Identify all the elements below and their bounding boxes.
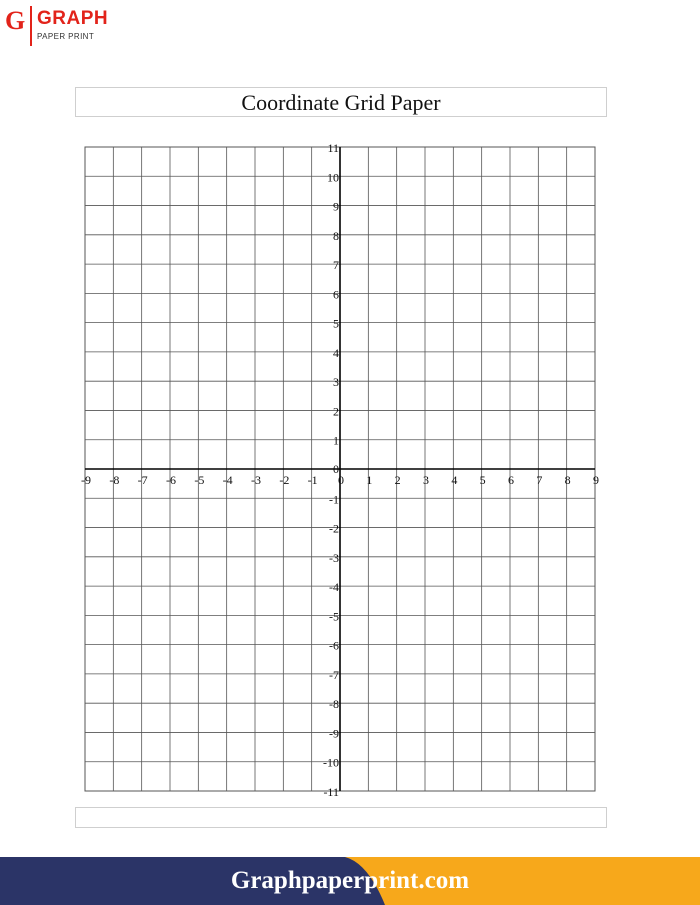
logo-word: GRAPH bbox=[37, 8, 109, 29]
x-tick-label: 7 bbox=[536, 473, 543, 487]
y-tick-label: 5 bbox=[333, 316, 339, 331]
y-tick-label: 3 bbox=[333, 375, 339, 390]
x-tick-label: -7 bbox=[137, 473, 148, 487]
x-tick-label: -3 bbox=[251, 473, 261, 487]
y-tick-label: -9 bbox=[329, 726, 339, 741]
y-tick-label: -7 bbox=[329, 667, 339, 682]
y-tick-label: 10 bbox=[327, 170, 339, 185]
bottom-note-box bbox=[75, 807, 607, 828]
y-tick-label: -6 bbox=[329, 638, 339, 653]
y-tick-label: -1 bbox=[329, 492, 339, 507]
logo-subtitle: PAPER PRINT bbox=[37, 32, 95, 41]
x-tick-label: 5 bbox=[479, 473, 486, 487]
x-tick-label: 3 bbox=[423, 473, 429, 487]
y-tick-label: 11 bbox=[327, 141, 339, 155]
y-tick-label: 1 bbox=[333, 433, 339, 448]
y-tick-label: -8 bbox=[329, 697, 339, 712]
y-tick-label: -2 bbox=[329, 521, 339, 536]
y-tick-label: -11 bbox=[323, 785, 339, 799]
y-tick-label: 8 bbox=[333, 228, 339, 243]
footer-banner bbox=[0, 857, 700, 905]
x-tick-label: 9 bbox=[593, 473, 599, 487]
y-tick-label: 7 bbox=[333, 258, 339, 273]
x-tick-label: -2 bbox=[279, 473, 290, 487]
x-tick-label: 4 bbox=[451, 473, 458, 487]
x-tick-label: -8 bbox=[109, 473, 120, 487]
y-tick-label: -10 bbox=[323, 755, 339, 770]
x-tick-label: -9 bbox=[81, 473, 91, 487]
logo-letter: G bbox=[5, 6, 26, 35]
y-tick-label: -4 bbox=[329, 580, 339, 595]
x-tick-label: 6 bbox=[508, 473, 514, 487]
footer-site-link[interactable]: Graphpaperprint.com bbox=[230, 867, 470, 894]
x-tick-label: -5 bbox=[194, 473, 205, 487]
y-tick-label: -5 bbox=[329, 609, 339, 624]
page-title: Coordinate Grid Paper bbox=[241, 90, 441, 115]
x-tick-label: -1 bbox=[307, 473, 318, 487]
origin-label: 0 bbox=[333, 462, 339, 476]
x-tick-label: 8 bbox=[564, 473, 571, 487]
x-tick-label: 2 bbox=[394, 473, 401, 487]
x-tick-label: -4 bbox=[222, 473, 233, 487]
y-tick-label: 6 bbox=[333, 287, 339, 302]
y-tick-label: 2 bbox=[333, 404, 339, 419]
x-tick-label: 1 bbox=[366, 473, 373, 487]
x-tick-label: 0 bbox=[338, 473, 344, 487]
y-tick-label: 4 bbox=[333, 345, 339, 360]
y-tick-label: -3 bbox=[329, 550, 339, 565]
y-tick-label: 9 bbox=[333, 199, 339, 214]
x-tick-label: -6 bbox=[166, 473, 176, 487]
